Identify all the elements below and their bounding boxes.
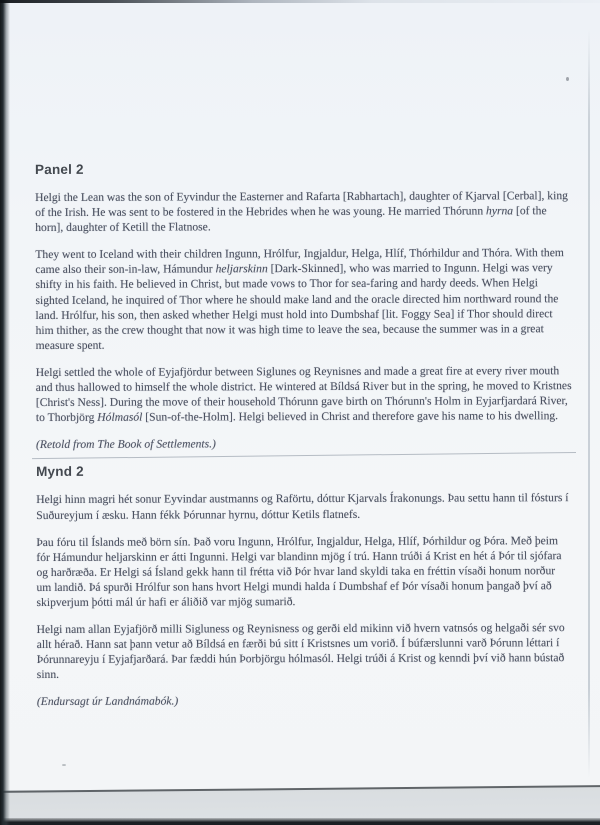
- paper-right-edge: [588, 28, 590, 778]
- text-run: They went to Iceland with their children Ingunn, Hrólfur, Ingjaldur, Helga, Hlíf, Thórhildur and Thóra. With them came also their son-in-law, Hámundur: [35, 246, 564, 277]
- mynd-2-heading: Mynd 2: [36, 464, 84, 480]
- panel-2-paragraph-2: [35, 245, 571, 353]
- page-content: [35, 160, 573, 712]
- scan-top-edge: [0, 0, 600, 3]
- italic-term-holmasol: Hólmasól: [97, 410, 143, 425]
- panel-2-paragraph-3: [36, 363, 572, 425]
- scan-bottom-edge: [0, 818, 600, 825]
- italic-term-heljarskinn: heljarskinn: [215, 262, 268, 276]
- mynd-2-paragraph-3: Helgi nam allan Eyjafjörð milli Sigluness og Reynisness og gerði eld mikinn við hvern vatnsós og helgaði sér svo allt hérað. Hann sat þann vetur að Bíldsá en færði bú sitt í Kristsnes um vorið. Í búfærslunni varð Þórunn léttari í Þórunnareyju í Eyjafjarðará. Þar fæddi hún Þorbjörgu hólmasól. Helgi trúði á Krist og kenndi því við hann bústað sinn.: [36, 621, 565, 682]
- text-run: [of the horn], daughter of Ketill the Flatnose.: [35, 204, 547, 235]
- text-run: Helgi the Lean was the son of Eyvindur the Easterner and Rafarta [Rabhartach], daughter of Kjarval [Cerbal], king of the Irish. He was sent to be fostered in the Hebrides when he was young. He married Thórunn: [35, 189, 568, 220]
- mynd-2-attribution: (Endursagt úr Landnámabók.): [36, 694, 179, 709]
- italic-term-hyrna: hyrna: [486, 204, 514, 218]
- mynd-2-paragraph-1: Helgi hinn magri hét sonur Eyvindar austmanns og Raförtu, dóttur Kjarvals Írakonungs. Þau settu hann til fósturs í Suðureyjum í æsku. Hann fékk Þórunnar hyrnu, dóttur Ketils flatnefs.: [36, 491, 569, 522]
- text-run: Helgi settled the whole of Eyjafjördur between Siglunes og Reynisnes and made a great fire at every river mouth and thus hallowed to himself the whole district. He wintered at Bíldsá River but in the spring, he moved to Kristnes [Christ's Ness]. During the move of their household Thórunn gave birth on Thórunn's Holm in Eyjarfjardará River, to Thorbjörg: [35, 364, 572, 425]
- scan-left-edge: [0, 0, 10, 825]
- mynd-2-paragraph-2: Þau fóru til Íslands með börn sín. Það voru Ingunn, Hrólfur, Ingjaldur, Helga, Hlíf, Þórhildur og Þóra. Með þeim fór Hámundur heljarskinn er átti Ingunni. Helgi var blandinn mjög í trú. Hann trúði á Krist en hét á Þór til sjófara og harðræða. Er Helgi sá Ísland gekk hann til frétta við Þór hvar land skyldi taka en fréttin vísaði honum norður um landið. Þá spurði Hrólfur son hans hvort Helgi mundi halda í Dumbshaf ef Þór vísaði honum þangað því að skipverjum þótti mál úr hafi er áliðið var mjög sumarið.: [36, 533, 562, 609]
- scan-speck: [62, 764, 66, 766]
- panel-2-heading: Panel 2: [35, 161, 84, 177]
- text-run: [Sun-of-the-Holm]. Helgi believed in Christ and therefore gave his name to his dwelling.: [142, 409, 559, 424]
- panel-2-paragraph-1: [35, 188, 571, 235]
- text-run: [Dark-Skinned], who was married to Ingunn. Helgi was very shifty in his faith. He believed in Christ, but made vows to Thor for sea-faring and hardy deeds. When Helgi sighted Iceland, he inquired of Thor where he should make land and the oracle directed him northward round the land. Hrólfur, his son, then asked whether Helgi must hold into Dumbshaf [lit. Foggy Sea] if Thor should direct him thither, as the crew thought that now it was high time to leave the sea, because the summer was in a great measure spent.: [35, 261, 559, 352]
- scan-speck: [566, 77, 569, 81]
- section-divider: [32, 452, 576, 459]
- panel-2-attribution: (Retold from The Book of Settlements.): [35, 437, 216, 452]
